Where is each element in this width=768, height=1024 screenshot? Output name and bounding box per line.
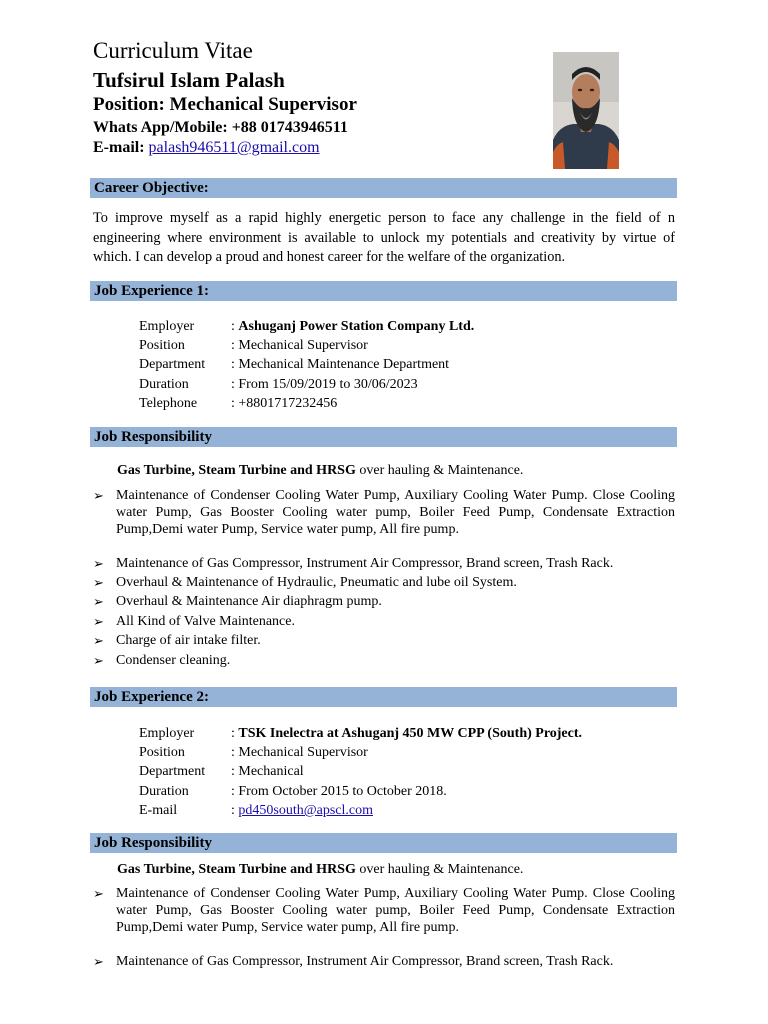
mobile-number: Whats App/Mobile: +88 01743946511: [93, 119, 348, 136]
section-career-objective: Career Objective:: [90, 178, 677, 198]
job1-position-row: [0, 336, 768, 356]
section-job-responsibility-1: Job Responsibility: [90, 427, 677, 447]
resp2-intro: [117, 862, 523, 878]
job1-position-value: : Mechanical Supervisor: [231, 338, 368, 353]
bullet-arrow-icon: ➢: [93, 954, 104, 969]
email-line: [93, 139, 320, 157]
section-job-experience-1: Job Experience 1:: [90, 281, 677, 301]
resp1-intro: [117, 463, 523, 479]
bullet-arrow-icon: ➢: [93, 575, 104, 590]
job2-position-label: Position: [139, 745, 185, 760]
job1-employer-row: [0, 317, 768, 337]
job1-department-value: : Mechanical Maintenance Department: [231, 357, 450, 372]
job1-telephone-row: [0, 394, 768, 414]
job2-employer-row: [0, 724, 768, 744]
resp2-intro-bold: Gas Turbine, Steam Turbine and HRSG: [117, 862, 356, 877]
job2-position-value: : Mechanical Supervisor: [231, 745, 368, 760]
job2-duration-value: : From October 2015 to October 2018.: [231, 784, 447, 799]
job2-department-row: [0, 762, 768, 782]
list-item: ➢ Condenser cleaning.: [93, 653, 231, 668]
section-job-experience-2: Job Experience 2:: [90, 687, 677, 707]
bullet-arrow-icon: ➢: [93, 614, 104, 629]
career-objective-text: To improve myself as a rapid highly energetic person to face any challenge in the field of n engineering where environment is available to unlock my potentials and creativity by virtue of which. I can develop a proud and honest career for the welfare of the organization.: [93, 210, 675, 265]
job1-duration-value: : From 15/09/2019 to 30/06/2023: [231, 377, 418, 392]
job1-duration-row: [0, 375, 768, 395]
job2-email-link[interactable]: pd450south@apscl.com: [238, 803, 373, 818]
job1-telephone-label: Telephone: [139, 396, 198, 411]
list-item: ➢ Overhaul & Maintenance Air diaphragm pump.: [93, 594, 382, 609]
job2-duration-label: Duration: [139, 784, 189, 799]
job2-email-value: : pd450south@apscl.com: [231, 803, 373, 818]
candidate-position: Position: Mechanical Supervisor: [93, 94, 357, 115]
list-item: ➢ Maintenance of Gas Compressor, Instrument Air Compressor, Brand screen, Trash Rack.: [93, 556, 614, 571]
document-title: Curriculum Vitae: [93, 38, 253, 63]
job1-department-row: [0, 355, 768, 375]
list-item: ➢ Maintenance of Condenser Cooling Water Pump, Auxiliary Cooling Water Pump. Close Cooling water Pump, Gas Booster Cooling water pump, Boiler Feed Pump, Condensate Extraction Pump,Demi water Pump, Service water pump, All fire pump.: [93, 886, 675, 935]
bullet-arrow-icon: ➢: [93, 556, 104, 571]
list-item: ➢ Charge of air intake filter.: [93, 633, 261, 648]
job2-email-row: [0, 801, 768, 821]
bullet-arrow-icon: ➢: [93, 886, 104, 901]
job2-duration-row: [0, 782, 768, 802]
list-item: ➢ Maintenance of Condenser Cooling Water Pump, Auxiliary Cooling Water Pump. Close Cooling water Pump, Gas Booster Cooling water pump, Boiler Feed Pump, Condensate Extraction Pump,Demi water Pump, Service water pump, All fire pump.: [93, 488, 675, 537]
list-item: ➢ All Kind of Valve Maintenance.: [93, 614, 295, 629]
job1-employer-value: : Ashuganj Power Station Company Ltd.: [231, 319, 475, 334]
job1-employer-label: Employer: [139, 319, 195, 334]
section-job-responsibility-2: Job Responsibility: [90, 833, 677, 853]
job1-duration-label: Duration: [139, 377, 189, 392]
job1-telephone-value: : +8801717232456: [231, 396, 338, 411]
job2-employer-value: : TSK Inelectra at Ashuganj 450 MW CPP (South) Project.: [231, 726, 583, 741]
email-link[interactable]: palash946511@gmail.com: [148, 139, 320, 156]
bullet-arrow-icon: ➢: [93, 653, 104, 668]
job1-position-label: Position: [139, 338, 185, 353]
job2-department-value: : Mechanical: [231, 764, 304, 779]
profile-photo: [553, 52, 619, 169]
resp1-intro-bold: Gas Turbine, Steam Turbine and HRSG: [117, 463, 356, 478]
job1-department-label: Department: [139, 357, 206, 372]
job2-department-label: Department: [139, 764, 206, 779]
job2-email-label: E-mail: [139, 803, 178, 818]
candidate-name: Tufsirul Islam Palash: [93, 68, 285, 92]
resp1-intro-rest: over hauling & Maintenance.: [355, 463, 524, 478]
bullet-arrow-icon: ➢: [93, 633, 104, 648]
job2-employer-label: Employer: [139, 726, 195, 741]
list-item: ➢ Maintenance of Gas Compressor, Instrument Air Compressor, Brand screen, Trash Rack.: [93, 954, 614, 969]
job2-position-row: [0, 743, 768, 763]
resp2-intro-rest: over hauling & Maintenance.: [355, 862, 524, 877]
bullet-arrow-icon: ➢: [93, 488, 104, 503]
email-label: E-mail:: [93, 139, 149, 156]
list-item: ➢ Overhaul & Maintenance of Hydraulic, Pneumatic and lube oil System.: [93, 575, 517, 590]
bullet-arrow-icon: ➢: [93, 594, 104, 609]
